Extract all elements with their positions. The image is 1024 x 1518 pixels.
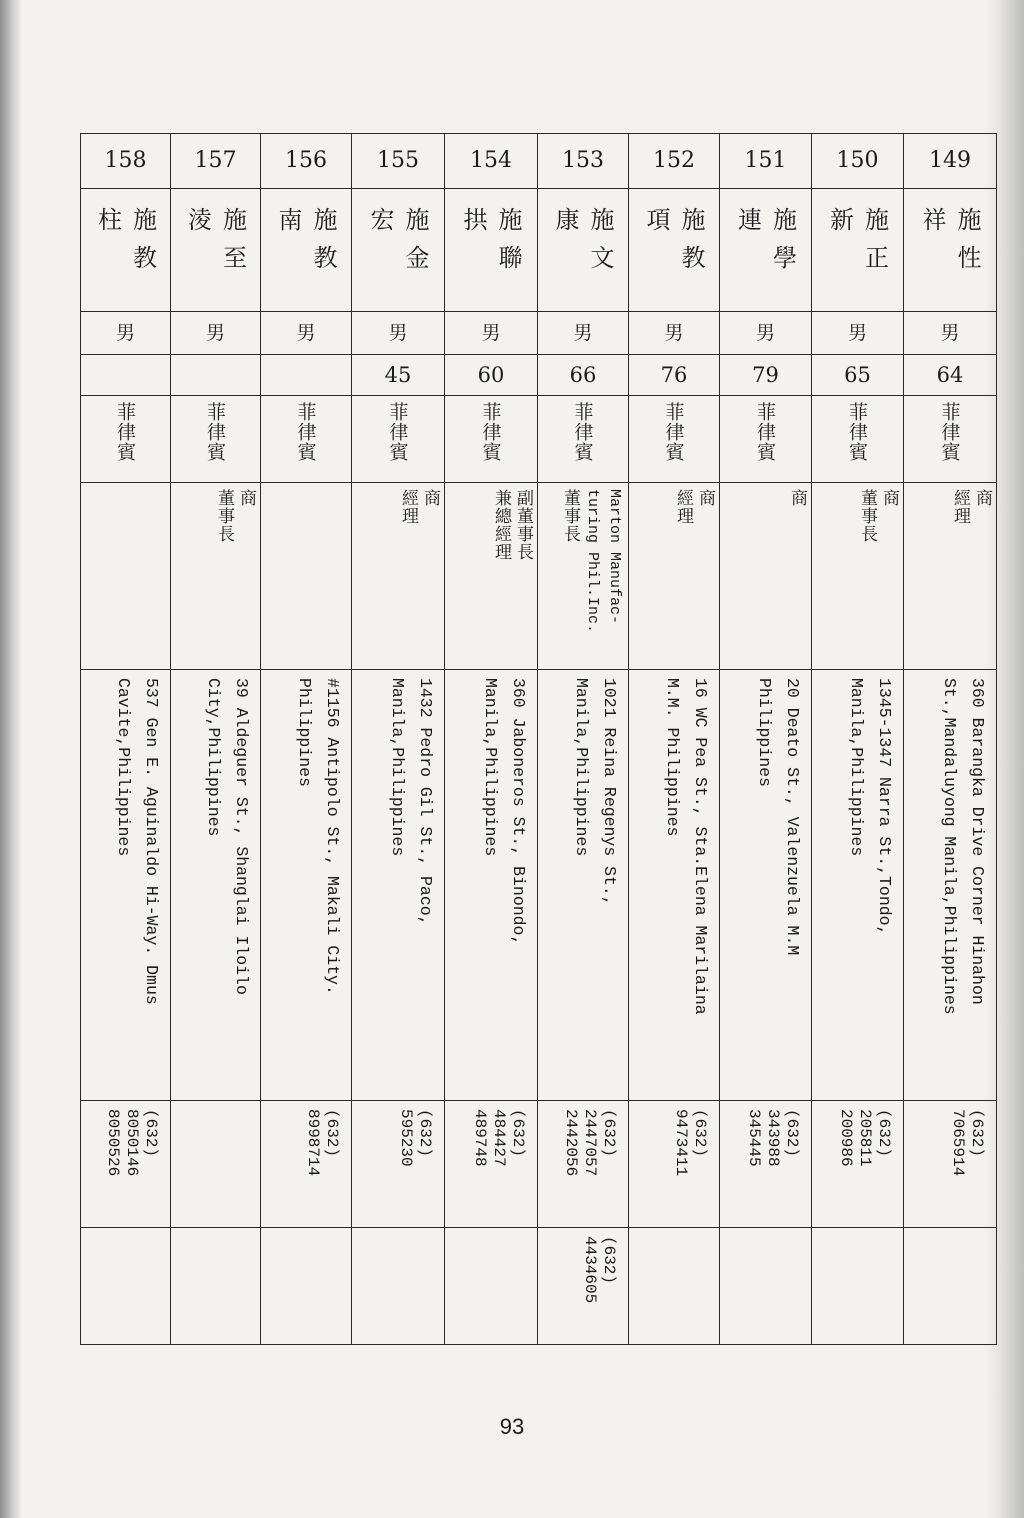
address-cell xyxy=(261,670,352,1101)
phone-line: (632) xyxy=(968,1109,986,1158)
serial-number: 155 xyxy=(377,148,419,173)
occupation-lines xyxy=(720,483,811,669)
phone-line: 200986 xyxy=(837,1109,855,1167)
address-line: 1021 Reina Regenys St., xyxy=(600,678,619,906)
occupation-cell xyxy=(445,483,538,670)
sex-cell xyxy=(81,312,171,355)
address-line: Philippines xyxy=(755,678,774,787)
serial-cell xyxy=(352,134,445,189)
serial-number: 151 xyxy=(744,148,787,173)
occupation-cell xyxy=(629,483,720,670)
phone-line: 2447057 xyxy=(581,1109,599,1177)
occupation-line: 副董事長 xyxy=(513,489,533,561)
address-cell xyxy=(171,670,261,1101)
phone-line: 484427 xyxy=(490,1109,508,1167)
occupation-line: 董事長 xyxy=(214,489,234,543)
phone-line: (632) xyxy=(509,1109,527,1158)
serial-cell xyxy=(629,134,720,189)
address-cell xyxy=(812,670,904,1101)
name-cell xyxy=(538,189,629,312)
phone-line: 9473411 xyxy=(672,1109,690,1177)
phone-2-cell xyxy=(352,1228,445,1345)
serial-cell xyxy=(171,134,261,189)
address-line: 20 Deato St., Valenzuela M.M xyxy=(783,678,802,956)
address-line: Manila,Philippines xyxy=(572,678,591,857)
serial-cell xyxy=(904,134,997,189)
occupation-lines xyxy=(629,483,719,669)
phone-2-cell xyxy=(904,1228,997,1345)
phone-lines xyxy=(629,1101,719,1176)
nationality-cell xyxy=(629,396,720,483)
phone-cell xyxy=(720,1101,812,1228)
address-cell xyxy=(352,670,445,1101)
phone-2-cell xyxy=(445,1228,538,1345)
address-cell xyxy=(81,670,171,1101)
phone-line: 345445 xyxy=(745,1109,763,1167)
member-name: 施教柱 xyxy=(93,207,157,283)
serial-number: 154 xyxy=(470,148,512,173)
sex-value: 男 xyxy=(755,322,775,344)
occupation-cell xyxy=(904,483,997,670)
occupation-cell xyxy=(720,483,812,670)
phone-2-lines xyxy=(261,1228,351,1236)
address-line: 360 Jaboneros St., Binondo, xyxy=(509,678,528,946)
address-lines xyxy=(81,670,170,1098)
sex-value: 男 xyxy=(388,322,408,344)
age-cell xyxy=(812,355,904,396)
page-number: 93 xyxy=(499,1414,525,1439)
occupation-line: 兼總經理 xyxy=(491,489,511,561)
nationality-value: 菲律賓 xyxy=(204,402,226,462)
phone-2-cell xyxy=(261,1228,352,1345)
member-name: 施教項 xyxy=(642,207,705,283)
occupation-line: 商 xyxy=(787,489,807,507)
address-line: 39 Aldeguer St., Shanglai Iloilo xyxy=(232,678,251,995)
occupation-lines xyxy=(171,483,260,669)
occupation-cell xyxy=(81,483,171,670)
sex-cell xyxy=(538,312,629,355)
age-value: 60 xyxy=(477,363,505,387)
phone-2-cell xyxy=(81,1228,171,1345)
name-cell xyxy=(352,189,445,312)
phone-line: (632) xyxy=(691,1109,709,1158)
phone-line: 4434605 xyxy=(581,1236,599,1304)
occupation-cell xyxy=(538,483,629,670)
occupation-line: 商 xyxy=(972,489,992,507)
address-cell xyxy=(904,670,997,1101)
occupation-line: 商 xyxy=(879,489,899,507)
row-name xyxy=(81,189,997,312)
nationality-cell xyxy=(904,396,997,483)
age-value: 79 xyxy=(752,363,779,387)
nationality-value: 菲律賓 xyxy=(571,402,594,462)
row-serial-number xyxy=(81,134,997,189)
nationality-cell xyxy=(538,396,629,483)
phone-cell xyxy=(904,1101,997,1228)
serial-cell xyxy=(445,134,538,189)
age-value: 65 xyxy=(844,363,871,387)
nationality-value: 菲律賓 xyxy=(386,402,409,462)
phone-cell xyxy=(81,1101,171,1228)
occupation-line: Marton Manufac- xyxy=(606,489,623,625)
sex-cell xyxy=(904,312,997,355)
age-cell xyxy=(352,355,445,396)
address-line: 1432 Pedro Gil St., Paco, xyxy=(416,678,435,926)
phone-lines xyxy=(352,1101,444,1167)
phone-line: 489748 xyxy=(471,1109,489,1167)
phone-2-lines xyxy=(629,1228,719,1236)
phone-line: (632) xyxy=(142,1109,160,1158)
address-lines xyxy=(538,670,628,1098)
age-value: 66 xyxy=(569,363,597,387)
phone-line: 343988 xyxy=(764,1109,782,1167)
sex-cell xyxy=(629,312,720,355)
occupation-line: 董事長 xyxy=(857,489,877,543)
occupation-line: 經理 xyxy=(950,489,970,525)
phone-2-lines xyxy=(538,1228,628,1303)
phone-line: (632) xyxy=(875,1109,893,1158)
phone-line: (632) xyxy=(600,1109,618,1158)
phone-2-cell xyxy=(538,1228,629,1345)
row-phone-2 xyxy=(81,1228,997,1345)
serial-number: 152 xyxy=(653,148,695,173)
occupation-line: turing Phil.Inc. xyxy=(584,489,601,634)
occupation-lines xyxy=(812,483,903,669)
age-cell xyxy=(81,355,171,396)
phone-line: (632) xyxy=(323,1109,341,1158)
occupation-lines xyxy=(81,483,170,669)
address-line: M.M. Philippines xyxy=(663,678,682,837)
nationality-cell xyxy=(720,396,812,483)
age-cell xyxy=(538,355,629,396)
address-lines xyxy=(171,670,260,1098)
phone-lines xyxy=(81,1101,170,1176)
occupation-cell xyxy=(261,483,352,670)
serial-number: 153 xyxy=(562,148,604,173)
phone-cell xyxy=(352,1101,445,1228)
occupation-lines xyxy=(904,483,996,669)
phone-line: 8050526 xyxy=(104,1109,122,1177)
row-nationality xyxy=(81,396,997,483)
sex-value: 男 xyxy=(115,322,135,344)
address-line: 360 Barangka Drive Corner Hinahon xyxy=(968,678,987,1005)
serial-number: 157 xyxy=(194,148,237,173)
address-line: 537 Gen E. Aguinaldo Hi-Way. Dmus xyxy=(142,678,161,1005)
phone-line: 2442056 xyxy=(562,1109,580,1177)
serial-cell xyxy=(81,134,171,189)
address-line: Cavite,Philippines xyxy=(114,678,133,857)
address-cell xyxy=(445,670,538,1101)
phone-cell xyxy=(445,1101,538,1228)
age-cell xyxy=(904,355,997,396)
address-lines xyxy=(629,670,719,1098)
nationality-cell xyxy=(261,396,352,483)
phone-2-cell xyxy=(171,1228,261,1345)
row-sex xyxy=(81,312,997,355)
occupation-line: 經理 xyxy=(673,489,693,525)
name-cell xyxy=(812,189,904,312)
address-line: City,Philippines xyxy=(204,678,223,837)
sex-cell xyxy=(261,312,352,355)
serial-number: 149 xyxy=(929,148,971,173)
phone-line: 7065914 xyxy=(949,1109,967,1177)
name-cell xyxy=(720,189,812,312)
address-line: Manila,Philippines xyxy=(847,678,866,857)
age-cell xyxy=(629,355,720,396)
nationality-value: 菲律賓 xyxy=(114,402,136,462)
address-cell xyxy=(629,670,720,1101)
phone-line: (632) xyxy=(783,1109,801,1158)
phone-line: 8998714 xyxy=(304,1109,322,1177)
sex-cell xyxy=(352,312,445,355)
phone-line: 8050146 xyxy=(123,1109,141,1177)
sex-cell xyxy=(812,312,904,355)
age-cell xyxy=(720,355,812,396)
phone-2-lines xyxy=(352,1228,444,1236)
serial-number: 156 xyxy=(285,148,327,173)
sex-value: 男 xyxy=(664,322,684,344)
member-name: 施學連 xyxy=(733,207,797,283)
nationality-value: 菲律賓 xyxy=(938,402,961,462)
serial-cell xyxy=(812,134,904,189)
address-cell xyxy=(720,670,812,1101)
age-value: 64 xyxy=(936,363,964,387)
sex-value: 男 xyxy=(847,322,867,344)
address-line: 1345-1347 Narra St.,Tondo, xyxy=(875,678,894,936)
phone-lines xyxy=(171,1101,260,1109)
sex-value: 男 xyxy=(573,322,593,344)
sex-value: 男 xyxy=(940,322,960,344)
serial-cell xyxy=(538,134,629,189)
serial-number: 158 xyxy=(104,148,147,173)
nationality-value: 菲律賓 xyxy=(294,402,317,462)
phone-cell xyxy=(812,1101,904,1228)
member-registry-table xyxy=(80,133,997,1345)
phone-cell xyxy=(538,1101,629,1228)
address-lines xyxy=(445,670,537,1098)
nationality-cell xyxy=(445,396,538,483)
name-cell xyxy=(904,189,997,312)
address-line: Manila,Philippines xyxy=(388,678,407,857)
nationality-cell xyxy=(812,396,904,483)
member-name: 施聯拱 xyxy=(459,207,522,283)
name-cell xyxy=(445,189,538,312)
row-age xyxy=(81,355,997,396)
address-line: #1156 Antipolo St., Makali City. xyxy=(323,678,342,995)
age-cell xyxy=(261,355,352,396)
age-value: 45 xyxy=(384,363,412,387)
phone-lines xyxy=(720,1101,811,1167)
occupation-lines xyxy=(538,483,628,669)
occupation-line: 董事長 xyxy=(560,489,580,543)
phone-2-lines xyxy=(720,1228,811,1236)
member-name: 施教南 xyxy=(274,207,337,283)
occupation-line: 商 xyxy=(695,489,715,507)
age-cell xyxy=(171,355,261,396)
phone-lines xyxy=(904,1101,996,1176)
address-lines xyxy=(261,670,351,1098)
phone-2-lines xyxy=(812,1228,903,1236)
age-cell xyxy=(445,355,538,396)
phone-2-cell xyxy=(720,1228,812,1345)
phone-lines xyxy=(812,1101,903,1167)
sex-cell xyxy=(720,312,812,355)
nationality-value: 菲律賓 xyxy=(662,402,685,462)
name-cell xyxy=(261,189,352,312)
member-name: 施金宏 xyxy=(366,207,429,283)
address-lines xyxy=(720,670,811,1098)
phone-2-cell xyxy=(629,1228,720,1345)
nationality-cell xyxy=(171,396,261,483)
phone-cell xyxy=(261,1101,352,1228)
nationality-value: 菲律賓 xyxy=(479,402,502,462)
phone-line: (632) xyxy=(416,1109,434,1158)
sex-value: 男 xyxy=(296,322,316,344)
occupation-cell xyxy=(812,483,904,670)
phone-2-lines xyxy=(171,1228,260,1236)
phone-cell xyxy=(629,1101,720,1228)
phone-line: (632) xyxy=(600,1236,618,1285)
serial-cell xyxy=(261,134,352,189)
occupation-lines xyxy=(261,483,351,669)
address-line: St.,Mandaluyong Manila,Philippines xyxy=(940,678,959,1015)
occupation-line: 商 xyxy=(420,489,440,507)
age-value: 76 xyxy=(660,363,688,387)
nationality-value: 菲律賓 xyxy=(846,402,868,462)
address-line: 16 WC Pea St., Sta.Elena Marilaina xyxy=(691,678,710,1015)
sex-cell xyxy=(445,312,538,355)
address-line: Manila,Philippines xyxy=(481,678,500,857)
sex-value: 男 xyxy=(205,322,225,344)
row-phone-1 xyxy=(81,1101,997,1228)
row-occupation xyxy=(81,483,997,670)
occupation-lines xyxy=(445,483,537,669)
occupation-cell xyxy=(171,483,261,670)
address-lines xyxy=(352,670,444,1098)
member-name: 施至淩 xyxy=(183,207,247,283)
phone-2-cell xyxy=(812,1228,904,1345)
address-line: Philippines xyxy=(295,678,314,787)
member-name: 施正新 xyxy=(825,207,889,283)
occupation-line: 經理 xyxy=(398,489,418,525)
phone-2-lines xyxy=(445,1228,537,1236)
occupation-cell xyxy=(352,483,445,670)
page-edge-shadow xyxy=(0,0,22,1518)
serial-number: 150 xyxy=(836,148,879,173)
occupation-lines xyxy=(352,483,444,669)
phone-2-lines xyxy=(81,1228,170,1236)
phone-cell xyxy=(171,1101,261,1228)
phone-lines xyxy=(261,1101,351,1176)
nationality-cell xyxy=(81,396,171,483)
phone-line: 595230 xyxy=(397,1109,415,1167)
occupation-line: 商 xyxy=(236,489,256,507)
sex-value: 男 xyxy=(481,322,501,344)
member-name: 施性祥 xyxy=(918,207,981,283)
name-cell xyxy=(629,189,720,312)
phone-line: 205811 xyxy=(856,1109,874,1167)
sex-cell xyxy=(171,312,261,355)
name-cell xyxy=(171,189,261,312)
phone-lines xyxy=(538,1101,628,1176)
phone-2-lines xyxy=(904,1228,996,1236)
nationality-cell xyxy=(352,396,445,483)
address-lines xyxy=(904,670,996,1098)
address-lines xyxy=(812,670,903,1098)
phone-lines xyxy=(445,1101,537,1167)
address-cell xyxy=(538,670,629,1101)
name-cell xyxy=(81,189,171,312)
member-name: 施文康 xyxy=(551,207,614,283)
serial-cell xyxy=(720,134,812,189)
row-address xyxy=(81,670,997,1101)
nationality-value: 菲律賓 xyxy=(754,402,776,462)
